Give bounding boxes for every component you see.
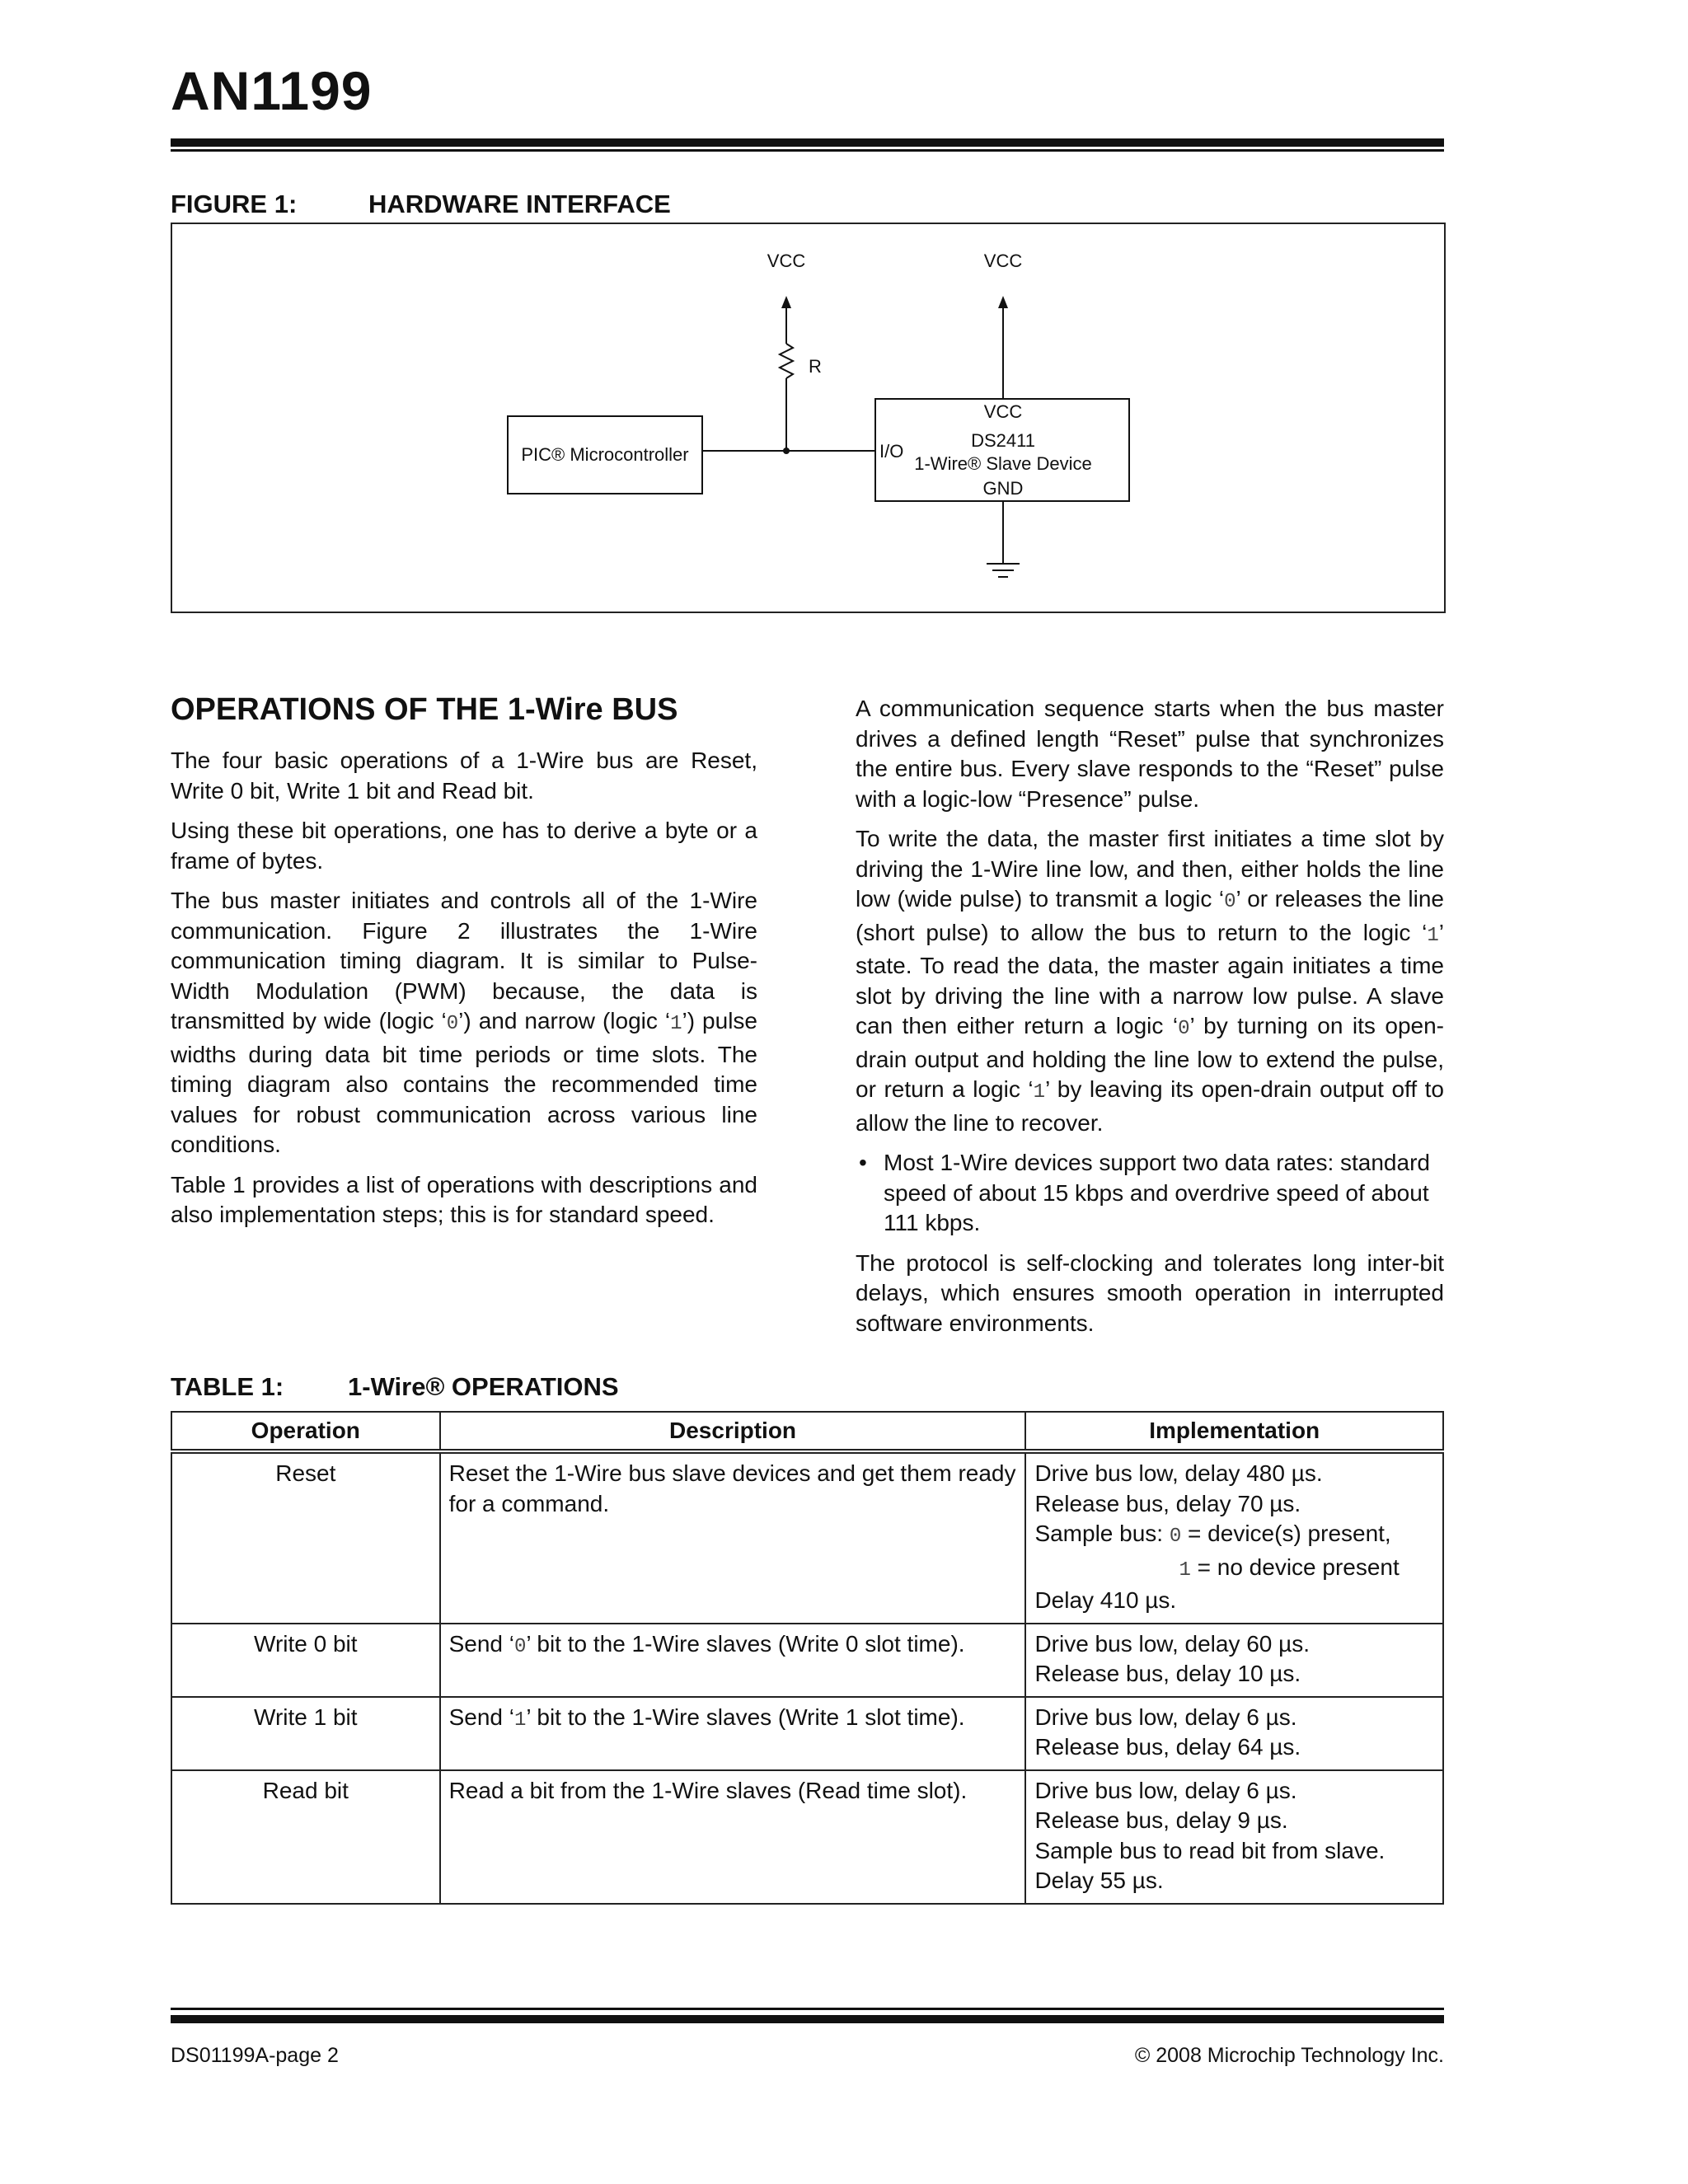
figure-number: FIGURE 1: <box>171 190 298 218</box>
figure-caption: HARDWARE INTERFACE <box>368 190 671 218</box>
description-cell: Reset the 1-Wire bus slave devices and get them ready for a command. <box>440 1451 1026 1624</box>
operation-cell: Reset <box>171 1451 440 1624</box>
device-name-label: DS2411 <box>971 430 1035 451</box>
paragraph-pwm: The bus master initiates and controls all of the 1-Wire communication. Figure 2 illustrates the 1-Wire communication timing diagram. It is similar to Pulse-Width Modulation (PWM) because, the data is transmitted by wide (logic ‘0’) and narrow (logic ‘1’) pulse widths during data bit time periods or time slots. The timing diagram also contains the recommended time values for robust communication across various line conditions. <box>171 888 757 1157</box>
table-caption: 1-Wire® OPERATIONS <box>348 1372 619 1401</box>
figure-title <box>171 190 671 219</box>
circuit-diagram <box>172 224 1444 612</box>
operation-cell: Read bit <box>171 1770 440 1904</box>
device-vcc-label: VCC <box>983 401 1023 422</box>
vcc-right-label: VCC <box>983 251 1023 271</box>
table-row <box>171 1697 1443 1770</box>
operations-table <box>171 1411 1444 1905</box>
mcu-label: PIC® Microcontroller <box>521 444 689 465</box>
column-header-operation: Operation <box>171 1412 440 1451</box>
device-desc-label: 1-Wire® Slave Device <box>914 453 1092 474</box>
footer-rule-thin <box>171 2008 1444 2010</box>
implementation-cell: Drive bus low, delay 6 µs. Release bus, delay 9 µs. Sample bus to read bit from slave. Delay 55 µs. <box>1025 1770 1443 1904</box>
paragraph-write-read: To write the data, the master first initiates a time slot by driving the 1-Wire line low, and then, either holds the line low (wide pulse) to transmit a logic ‘0’ or releases the line (short pulse) to allow the bus to return to the logic ‘1’ state. To read the data, the master again initiates a time slot by driving the line with a narrow low pulse. A slave can then either return a logic ‘0’ by turning on its open-drain output and holding the line low to extend the pulse, or return a logic ‘1’ by leaving its open-drain output off to allow the line to recover. <box>856 826 1445 1136</box>
left-column <box>171 746 757 1240</box>
operation-cell: Write 0 bit <box>171 1624 440 1697</box>
hardware-interface-figure <box>171 223 1446 613</box>
device-gnd-label: GND <box>982 478 1024 499</box>
column-header-implementation: Implementation <box>1025 1412 1443 1451</box>
bullet-item <box>856 1148 1444 1239</box>
copyright: © 2008 Microchip Technology Inc. <box>1134 2044 1444 2067</box>
paragraph: Table 1 provides a list of operations with descriptions and also implementation steps; this is for standard speed. <box>171 1171 757 1227</box>
vcc-left-arrow-icon <box>781 296 791 308</box>
paragraph: The protocol is self-clocking and tolerates long inter-bit delays, which ensures smooth operation in interrupted software environments. <box>856 1249 1444 1336</box>
paragraph: Using these bit operations, one has to derive a byte or a frame of bytes. <box>171 818 757 874</box>
resistor-label: R <box>809 356 822 377</box>
page-number: DS01199A-page 2 <box>171 2044 339 2067</box>
table-header-row <box>171 1412 1443 1451</box>
bullet-text: Most 1-Wire devices support two data rates: standard speed of about 15 kbps and overdrive speed of about 111 kbps. <box>884 1150 1430 1235</box>
table-row <box>171 1624 1443 1697</box>
operation-cell: Write 1 bit <box>171 1697 440 1770</box>
junction-dot <box>783 448 790 454</box>
io-label: I/O <box>879 441 904 462</box>
vcc-left-label: VCC <box>767 251 806 271</box>
description-cell: Send ‘1’ bit to the 1-Wire slaves (Write 1 slot time). <box>440 1697 1026 1770</box>
column-header-description: Description <box>440 1412 1026 1451</box>
resistor-symbol <box>780 344 793 378</box>
vcc-right-arrow-icon <box>998 296 1008 308</box>
table-row <box>171 1770 1443 1904</box>
footer-rule-thick <box>171 2015 1444 2023</box>
implementation-cell: Drive bus low, delay 480 µs. Release bus, delay 70 µs. Sample bus: 0 = device(s) present, 1 = no device present Delay 410 µs. <box>1025 1451 1443 1624</box>
bullet-marker: • <box>859 1150 867 1175</box>
implementation-cell: Drive bus low, delay 60 µs. Release bus, delay 10 µs. <box>1025 1624 1443 1697</box>
table-number: TABLE 1: <box>171 1372 284 1401</box>
implementation-cell: Drive bus low, delay 6 µs. Release bus, delay 64 µs. <box>1025 1697 1443 1770</box>
paragraph: The four basic operations of a 1-Wire bus are Reset, Write 0 bit, Write 1 bit and Read bit. <box>171 748 757 804</box>
table-title <box>171 1372 619 1402</box>
table-row <box>171 1451 1443 1624</box>
header-rule-thin <box>171 149 1444 152</box>
document-id: AN1199 <box>171 60 373 121</box>
description-cell: Read a bit from the 1-Wire slaves (Read time slot). <box>440 1770 1026 1904</box>
header-rule-thick <box>171 138 1444 147</box>
paragraph: A communication sequence starts when the bus master drives a defined length “Reset” pulse that synchronizes the entire bus. Every slave responds to the “Reset” pulse with a logic-low “Presence” pulse. <box>856 696 1444 812</box>
section-title: OPERATIONS OF THE 1-Wire BUS <box>171 692 678 727</box>
right-column <box>856 694 1444 1348</box>
description-cell: Send ‘0’ bit to the 1-Wire slaves (Write 0 slot time). <box>440 1624 1026 1697</box>
